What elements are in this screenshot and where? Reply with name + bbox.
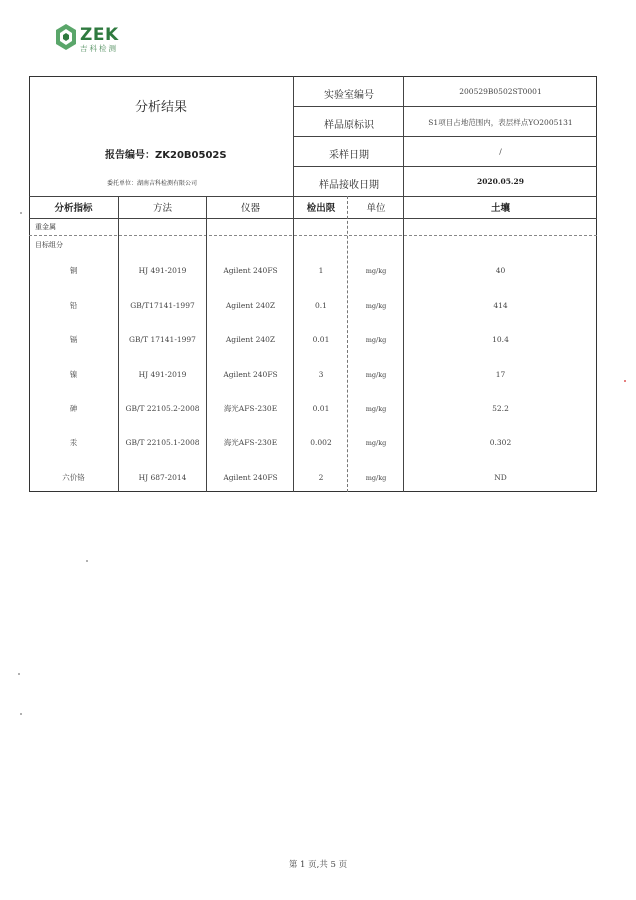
column-header-analyte: 分析指标	[54, 203, 93, 214]
unit-cell: mg/kg	[365, 439, 387, 447]
column-header-detection-limit: 检出限	[306, 203, 336, 214]
method-cell: GB/T17141-1997	[130, 301, 195, 310]
method-cell: HJ 491-2019	[138, 370, 187, 379]
method-cell: GB/T 22105.1-2008	[125, 438, 200, 447]
instrument-cell: Agilent 240FS	[223, 473, 278, 482]
instrument-cell: Agilent 240Z	[225, 301, 276, 310]
limit-cell: 1	[318, 266, 324, 275]
result-cell: 40	[495, 266, 506, 275]
analyte-cell: 砷	[69, 404, 78, 413]
logo-brand: ZEK	[80, 25, 119, 45]
unit-cell: mg/kg	[365, 405, 387, 413]
analyte-cell: 镉	[69, 335, 78, 344]
method-cell: HJ 491-2019	[138, 266, 187, 275]
limit-cell: 0.002	[310, 438, 332, 447]
analyte-cell: 铜	[69, 266, 78, 275]
sampling-date-value: /	[499, 147, 502, 156]
instrument-cell: Agilent 240FS	[223, 370, 278, 379]
unit-cell: mg/kg	[365, 371, 387, 379]
result-cell: 414	[493, 301, 508, 310]
method-cell: GB/T 22105.2-2008	[125, 404, 200, 413]
scan-speck	[18, 673, 20, 675]
instrument-cell: 海光AFS-230E	[223, 438, 278, 447]
unit-cell: mg/kg	[365, 302, 387, 310]
limit-cell: 2	[318, 473, 324, 482]
method-cell: GB/T 17141-1997	[129, 335, 196, 344]
sample-id-label: 样品原标识	[324, 120, 374, 131]
unit-cell: mg/kg	[365, 267, 387, 275]
lab-number-label: 实验室编号	[324, 90, 374, 101]
sample-id-value: S1项目占地范围内，表层样点YO2005131	[428, 118, 573, 127]
analyte-cell: 六价铬	[62, 473, 85, 482]
analyte-cell: 镍	[69, 370, 78, 379]
receive-date-value: 2020.05.29	[477, 177, 524, 186]
page-footer: 第 1 页,共 5 页	[288, 860, 348, 870]
scan-speck	[86, 560, 88, 562]
limit-cell: 0.01	[312, 404, 330, 413]
analyte-cell: 汞	[69, 438, 78, 447]
unit-cell: mg/kg	[365, 474, 387, 482]
sampling-date-label: 采样日期	[329, 150, 369, 161]
group-target: 目标组分	[35, 241, 63, 249]
client-name: 委托单位：湖南吉科检测有限公司	[107, 180, 198, 187]
result-cell: 17	[495, 370, 506, 379]
column-header-method: 方法	[152, 203, 172, 214]
result-cell: 52.2	[492, 404, 509, 413]
group-heavy-metals: 重金属	[35, 223, 56, 231]
scan-speck	[20, 713, 22, 715]
lab-number-value: 200529B0502ST0001	[459, 87, 542, 96]
report-table	[29, 76, 597, 492]
limit-cell: 0.1	[315, 301, 327, 310]
receive-date-label: 样品接收日期	[319, 180, 379, 191]
result-cell: ND	[494, 473, 507, 482]
page-title: 分析结果	[134, 100, 187, 115]
column-header-unit: 单位	[366, 203, 386, 214]
logo-subtitle: 吉科检测	[80, 44, 118, 53]
scan-speck	[624, 380, 626, 382]
limit-cell: 0.01	[312, 335, 330, 344]
report-number: 报告编号：ZK20B0502S	[105, 150, 227, 161]
limit-cell: 3	[318, 370, 324, 379]
instrument-cell: Agilent 240FS	[223, 266, 278, 275]
result-cell: 0.302	[489, 438, 512, 447]
result-cell: 10.4	[492, 335, 509, 344]
unit-cell: mg/kg	[365, 336, 387, 344]
instrument-cell: Agilent 240Z	[225, 335, 276, 344]
scan-speck	[20, 212, 22, 214]
method-cell: HJ 687-2014	[138, 473, 187, 482]
instrument-cell: 海光AFS-230E	[223, 404, 278, 413]
column-header-instrument: 仪器	[240, 203, 260, 214]
analyte-cell: 铅	[69, 301, 78, 310]
column-header-soil: 土壤	[490, 203, 510, 214]
